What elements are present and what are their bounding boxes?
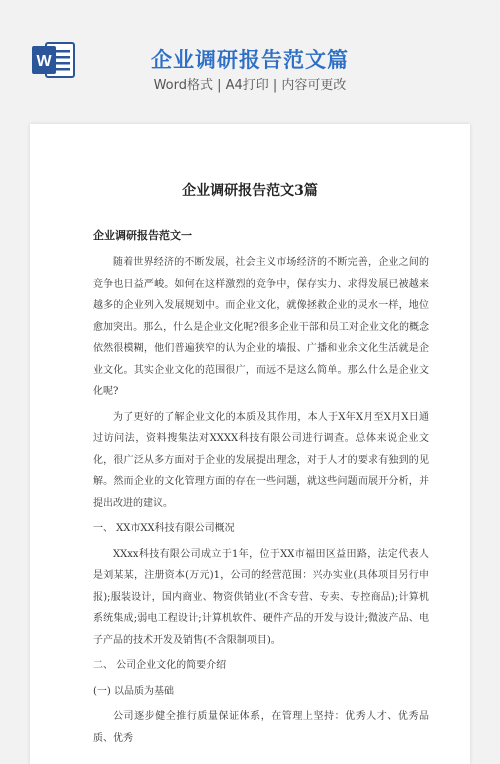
subheading: (一) 以品质为基础 bbox=[93, 685, 174, 697]
subheading: 一、 XX市XX科技有限公司概况 bbox=[93, 523, 235, 534]
header bbox=[0, 0, 500, 122]
document-body bbox=[93, 228, 429, 753]
document-title: 企业调研报告范文3篇 bbox=[182, 183, 318, 199]
paragraph: XXxx科技有限公司成立于1年，位于XX市福田区益田路，法定代表人是刘某某，注册资本(万元)1，公司的经营范围：兴办实业(具体项目另行申报);服装设计，国内商业、物资供销业(不含专营、专卖、专控商品);计算机系统集成;弱电工程设计;计算机软件、硬件产品的开发与设计;微波产品、电子产品的技术开发及销售(不含限制项目)。 bbox=[93, 548, 429, 646]
section-heading: 企业调研报告范文一 bbox=[93, 229, 192, 242]
svg-text:W: W bbox=[36, 53, 52, 70]
paragraph: 公司逐步健全推行质量保证体系，在管理上坚持：优秀人才、优秀品质、优秀 bbox=[93, 711, 429, 744]
page-subtitle: Word格式 | A4打印 | 内容可更改 bbox=[153, 78, 347, 93]
paragraph: 随着世界经济的不断发展，社会主义市场经济的不断完善，企业之间的竞争也日益严峻。如何在这样激烈的竞争中，保存实力、求得发展已被越来越多的企业列入发展规划中。而企业文化，就像拯救企业的灵水一样，地位愈加突出。那么，什么是企业文化呢?很多企业干部和员工对企业文化的概念依然很模糊，他们普遍狭窄的认为企业的墙报、广播和业余文化生活就是企业文化。其实企业文化的范围很广，而远不是这么简单。那么什么是企业文化呢? bbox=[93, 257, 429, 397]
subheading: 二、 公司企业文化的简要介绍 bbox=[93, 660, 227, 671]
paragraph: 为了更好的了解企业文化的本质及其作用，本人于X年X月至X月X日通过访问法，资料搜集法对XXXX科技有限公司进行调查。总体来说企业文化，很广泛从多方面对于企业的发展提出理念，对于人才的要求有独到的见解。然而企业的文化管理方面的存在一些问题，就这些问题而展开分析，并提出改进的建议。 bbox=[93, 411, 429, 509]
document-page bbox=[30, 124, 470, 764]
page-title: 企业调研报告范文篇 bbox=[151, 48, 349, 72]
